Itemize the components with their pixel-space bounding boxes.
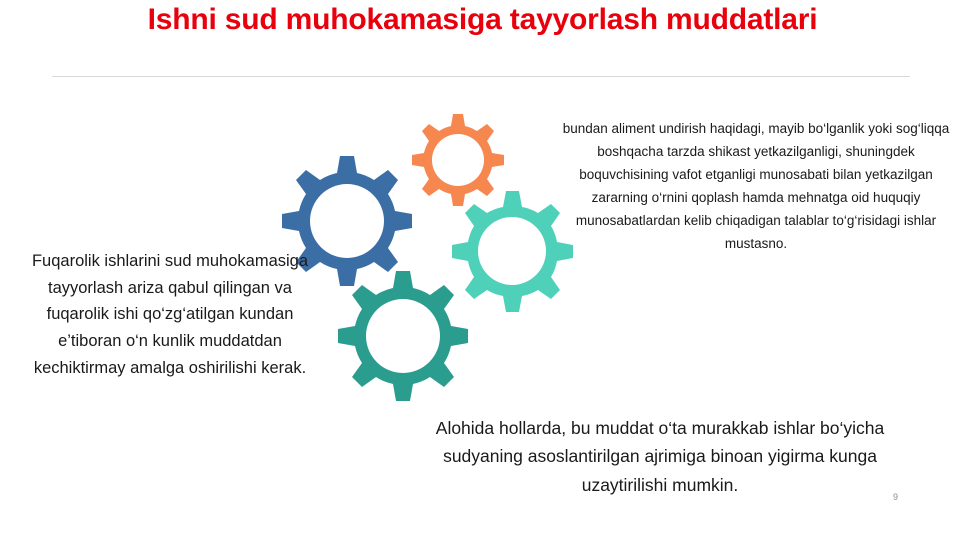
gear-teal-light-icon	[452, 191, 573, 312]
bottom-body-text: Alohida hollarda, bu muddat o‘ta murakkab ishlar bo‘yicha sudyaning asoslantirilgan ajrimiga binoan yigirma kunga uzaytirilishi mumkin.	[435, 418, 885, 495]
page-number: 9	[893, 492, 899, 502]
gear-green-icon	[338, 271, 468, 401]
title-divider	[52, 76, 910, 77]
left-body-text: Fuqarolik ishlarini sud muhokamasiga tayyorlash ariza qabul qilingan va fuqarolik ishi qo‘zg‘atilgan kundan e’tiboran o‘n kunlik muddatdan kechiktirmay amalga oshirilishi kerak.	[31, 252, 309, 377]
gear-orange-icon	[412, 114, 504, 206]
page-title: Ishni sud muhokamasiga tayyorlash muddatlari	[147, 3, 818, 36]
four-gears-illustration	[265, 100, 595, 410]
right-body-text: bundan aliment undirish haqidagi, mayib bo‘lganlik yoki sog‘liqqa boshqacha tarzda shikast yetkazilganligi, shuningdek boquvchisining vafot etganligi munosabati bilan yetkazilgan zararning o‘rnini qoplash hamda mehnatga oid huquqiy munosabatlardan kelib chiqadigan talablar to‘g‘risidagi ishlar mustasno.	[562, 121, 950, 251]
